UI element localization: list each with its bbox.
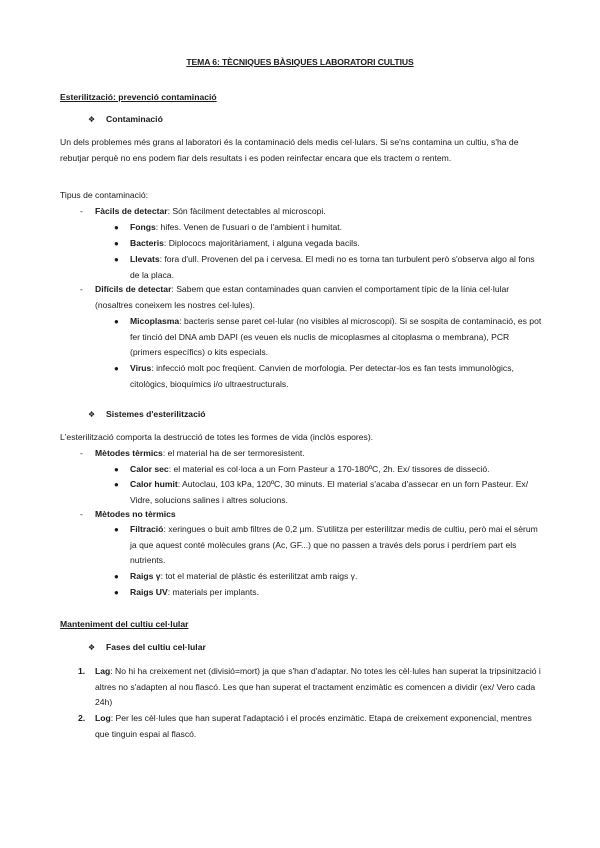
- bullet-icon: ●: [114, 572, 119, 581]
- diamond-bullet-icon: ❖: [88, 115, 96, 124]
- list-item-bacteria: [114, 236, 542, 252]
- section-heading-sterilization: Esterilització: prevenció contaminació: [60, 92, 217, 102]
- term: Llevats: [130, 254, 160, 264]
- term: Calor humit: [130, 479, 178, 489]
- term: Difícils de detectar: [95, 284, 172, 294]
- dash-marker: -: [80, 206, 83, 216]
- list-item-yeasts: [114, 252, 542, 283]
- bullet-icon: ●: [114, 480, 119, 489]
- desc: : el material ha de ser termoresistent.: [162, 448, 305, 458]
- term: Raigs UV: [130, 587, 168, 597]
- term: Raigs γ: [130, 571, 161, 581]
- desc: : fora d'ull. Provenen del pa i cervesa. El medi no es torna tan turbulent però s'observa algo al fons de la placa.: [130, 254, 535, 280]
- dash-marker: -: [80, 509, 83, 519]
- list-item-easy-detect: [80, 204, 542, 220]
- sterilization-intro: L'esterilització comporta la destrucció de totes les formes de vida (inclòs espores).: [60, 432, 374, 442]
- diamond-bullet-icon: ❖: [88, 643, 96, 652]
- subheading-label: Fases del cultiu cel·lular: [106, 642, 206, 652]
- diamond-bullet-icon: ❖: [88, 410, 96, 419]
- bullet-icon: ●: [114, 525, 119, 534]
- desc: : No hi ha creixement net (divisió=mort) ja que s'han d'adaptar. No totes les cèl·lules han superat la tripsinització i altres no s'adapten al nou flascó. Les que han superat el tractament enzimàtic es comencen a dividir (ex/ Vero cada 24h): [95, 666, 541, 707]
- desc: : tot el material de plàstic és esterilitzat amb raigs γ.: [160, 571, 358, 581]
- term: Fongs: [130, 222, 156, 232]
- list-item-uv-rays: [114, 585, 542, 601]
- bullet-icon: ●: [114, 255, 119, 264]
- number-marker: 1.: [78, 666, 86, 676]
- desc: : bacteris sense paret cel·lular (no visibles al microscopi). Si se sospita de contaminació, es pot fer tinció del DNA amb DAPI (es veuen els nuclis de micoplasmes al citoplasma o membrana), PCR (primers específics) o kits especials.: [130, 316, 542, 357]
- page-title: TEMA 6: TÈCNIQUES BÀSIQUES LABORATORI CULTIUS: [186, 57, 414, 67]
- contamination-types-label: Tipus de contaminació:: [60, 190, 149, 200]
- list-item-mycoplasma: [114, 314, 542, 361]
- list-item-moist-heat: [114, 477, 542, 508]
- list-item-gamma-rays: [114, 569, 542, 585]
- contamination-intro: Un dels problemes més grans al laboratori és la contaminació dels medis cel·lulars. Si se'ns contamina un cultiu, s'ha de rebutjar perquè no ens podem fiar dels resultats i es poden reinfectar encara que els tractem o rentem.: [60, 137, 519, 163]
- bullet-icon: ●: [114, 465, 119, 474]
- list-item-hard-detect: [80, 282, 542, 313]
- subheading-contamination: [88, 112, 163, 128]
- term: Lag: [95, 666, 111, 676]
- desc: : Autoclau, 103 kPa, 120ºC, 30 minuts. El material s'acaba d'assecar en un forn Pasteur. Ex/ Vidre, solucions salines i altres solucions.: [130, 479, 529, 505]
- list-item-fungi: [114, 220, 542, 236]
- section-heading-maintenance: Manteniment del cultiu cel·lular: [60, 619, 189, 629]
- subheading-label: Contaminació: [106, 114, 163, 124]
- desc: : Són fàcilment detectables al microscopi.: [167, 206, 326, 216]
- list-item-virus: [114, 361, 542, 392]
- term: Calor sec: [130, 464, 169, 474]
- desc: : materials per implants.: [167, 587, 259, 597]
- dash-marker: -: [80, 448, 83, 458]
- subheading-culture-phases: [88, 640, 206, 656]
- bullet-icon: ●: [114, 239, 119, 248]
- list-item-dry-heat: [114, 462, 542, 478]
- dash-marker: -: [80, 284, 83, 294]
- term: Mètodes no tèrmics: [95, 509, 176, 519]
- list-item-thermal-methods: [80, 446, 542, 462]
- number-marker: 2.: [78, 713, 86, 723]
- list-item-lag-phase: [78, 664, 542, 711]
- desc: : Per les cèl·lules que han superat l'adaptació i el procés enzimàtic. Etapa de creixement exponencial, mentres que tinguin espai al flascó.: [95, 713, 532, 739]
- desc: : Sabem que estan contaminades quan canvien el comportament típic de la línia cel·lular (nosaltres coneixem les nostres cel·lules).: [95, 284, 510, 310]
- term: Virus: [130, 363, 152, 373]
- term: Filtració: [130, 524, 164, 534]
- term: Log: [95, 713, 111, 723]
- desc: : xeringues o buit amb filtres de 0,2 µm. S'utilitza per esterilitzar medis de cultiu, però mai el sèrum ja que aquest conté molècules grans (Ac, GF...) que no passen a través dels porus i perdríem part els nutrients.: [130, 524, 538, 565]
- bullet-icon: ●: [114, 317, 119, 326]
- bullet-icon: ●: [114, 588, 119, 597]
- desc: : Diplococs majoritàriament, i alguna vegada bacils.: [163, 238, 360, 248]
- list-item-non-thermal-methods: [80, 507, 542, 523]
- list-item-log-phase: [78, 711, 542, 742]
- term: Mètodes tèrmics: [95, 448, 163, 458]
- desc: : el material es col·loca a un Forn Pasteur a 170-180ºC, 2h. Ex/ tissores de disseció.: [168, 464, 490, 474]
- subheading-label: Sistemes d'esterilització: [106, 409, 206, 419]
- term: Micoplasma: [130, 316, 180, 326]
- list-item-filtration: [114, 522, 542, 569]
- desc: : hifes. Venen de l'usuari o de l'ambient i humitat.: [155, 222, 343, 232]
- subheading-sterilization-systems: [88, 407, 205, 423]
- term: Fàcils de detectar: [95, 206, 168, 216]
- bullet-icon: ●: [114, 223, 119, 232]
- desc: : infecció molt poc freqüent. Canvien de morfologia. Per detectar-los es fan tests immunològics, citològics, bioquímics i/o ultraestructurals.: [130, 363, 514, 389]
- bullet-icon: ●: [114, 364, 119, 373]
- term: Bacteris: [130, 238, 164, 248]
